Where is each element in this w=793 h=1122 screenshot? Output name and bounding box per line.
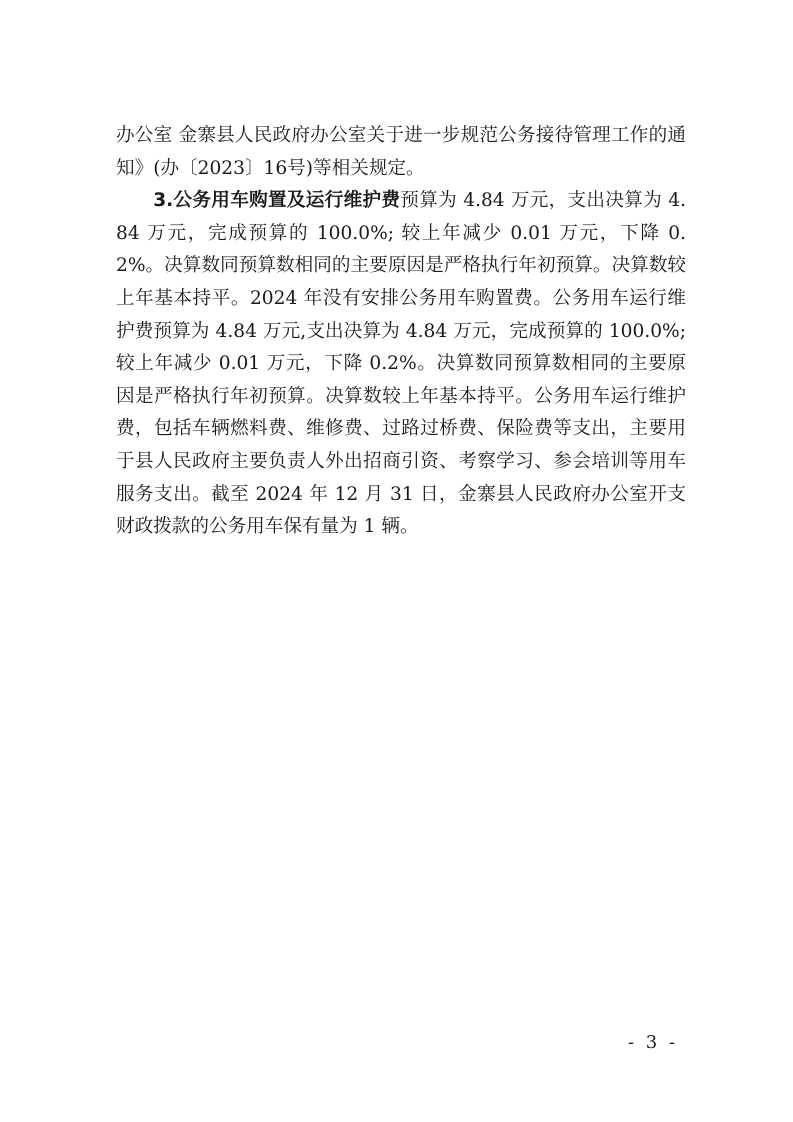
page-number: - 3 - [627,1032,678,1053]
paragraph-heading: 3.公务用车购置及运行维护费 [153,190,401,212]
document-body [116,120,686,544]
paragraph-body: 预算为 4.84 万元，支出决算为 4.84 万元，完成预算的 100.0%; 较上年减少 0.01 万元，下降 0.2%。决算数同预算数相同的主要原因是严格执行年初预算。决算数较上年基本持平。2024 年没有安排公务用车购置费。公务用车运行维护费预算为 4.84 万元,支出决算为 4.84 万元，完成预算的 100.0%; 较上年减少 0.01 万元，下降 0.2%。决算数同预算数相同的主要原因是严格执行年初预算。决算数较上年基本持平。公务用车运行维护费，包括车辆燃料费、维修费、过路过桥费、保险费等支出，主要用于县人民政府主要负责人外出招商引资、考察学习、参会培训等用车服务支出。截至 2024 年 12 月 31 日，金寨县人民政府办公室开支财政拨款的公务用车保有量为 1 辆。 [116,190,686,538]
paragraph-vehicle-expenses [116,185,686,544]
paragraph-continuation: 办公室 金寨县人民政府办公室关于进一步规范公务接待管理工作的通知》(办〔2023〕16号)等相关规定。 [116,125,686,179]
